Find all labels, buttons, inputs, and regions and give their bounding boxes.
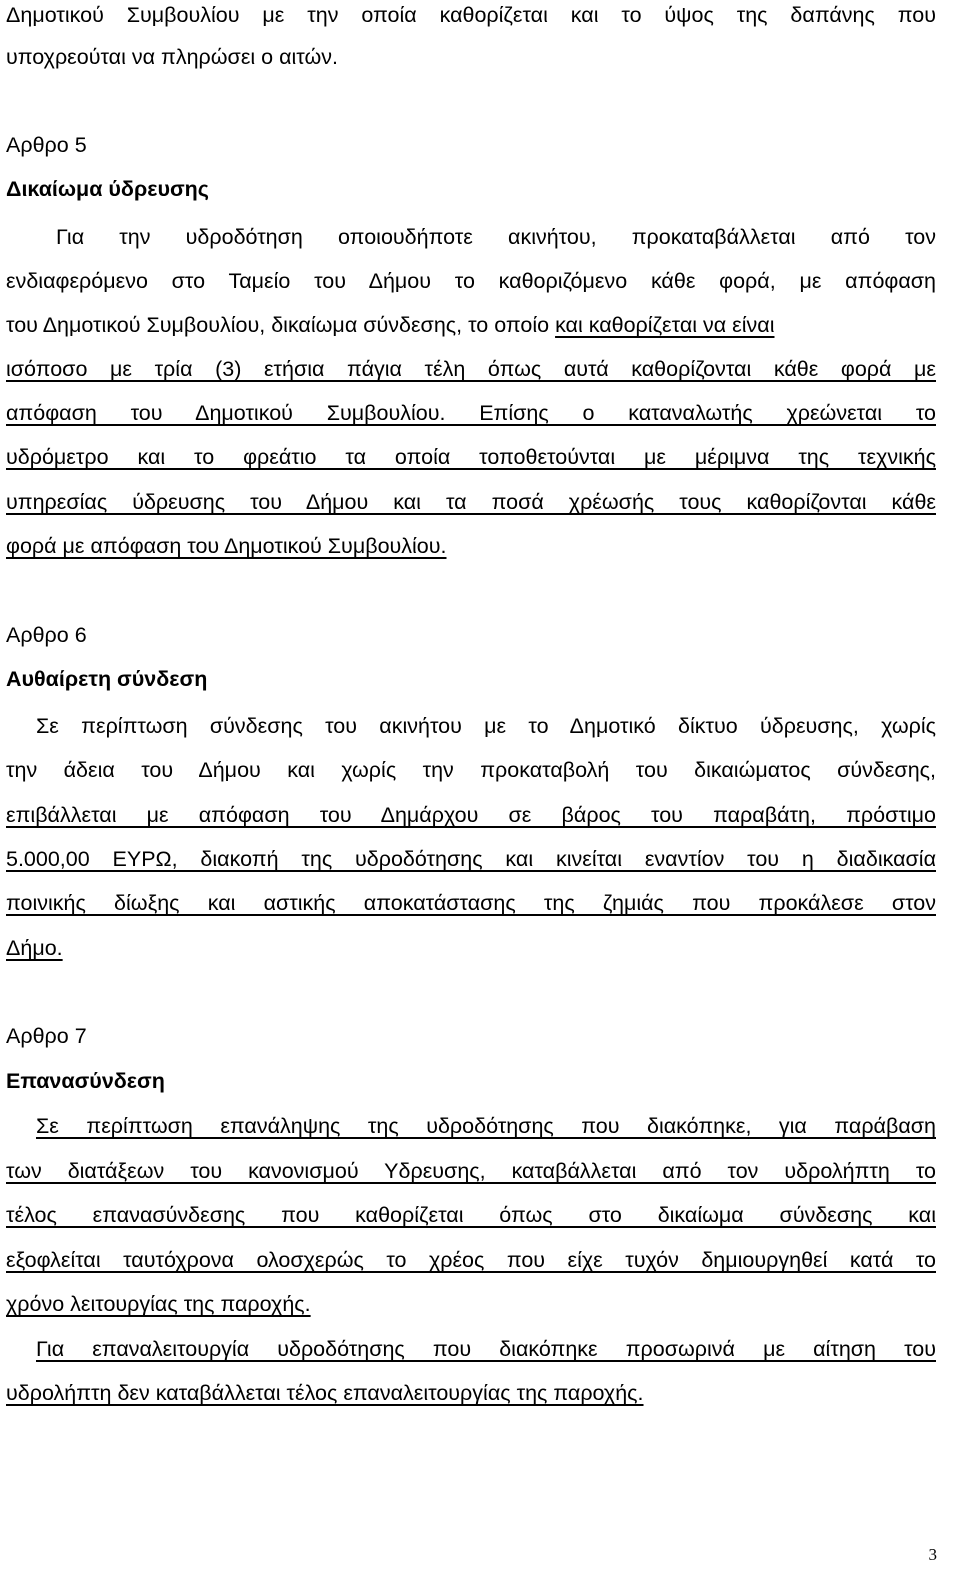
article-7-line-6: Για επαναλειτουργία υδροδότησης που διακόπηκε προσωρινά με αίτηση του <box>36 1337 936 1361</box>
article-7-line-2: των διατάξεων του κανονισμού Υδρευσης, καταβάλλεται από τον υδρολήπτη το <box>6 1159 936 1183</box>
article-5-line-1: Για την υδροδότηση οποιουδήποτε ακινήτου, προκαταβάλλεται από τον <box>56 225 936 249</box>
article-5-heading: Αρθρο 5 <box>6 133 87 157</box>
article-5-line-8-text: φορά με απόφαση του Δημοτικού Συμβουλίου. <box>6 534 447 558</box>
article-7-line-7 <box>6 1378 936 1408</box>
article-5-line-3-underlined: και καθορίζεται να είναι <box>555 313 775 337</box>
intro-line-2: υποχρεούται να πληρώσει ο αιτών. <box>6 45 339 69</box>
article-5-line-7: υπηρεσίας ύδρευσης του Δήμου και τα ποσά χρέωσής τους καθορίζονται κάθε <box>6 490 936 514</box>
article-7-title: Επανασύνδεση <box>6 1069 165 1093</box>
article-5-line-2: ενδιαφερόμενο στο Ταμείο του Δήμου το καθοριζόμενο κάθε φορά, με απόφαση <box>6 269 936 293</box>
article-6-line-3: επιβάλλεται με απόφαση του Δημάρχου σε βάρος του παραβάτη, πρόστιμο <box>6 803 936 827</box>
article-5-title: Δικαίωμα ύδρευσης <box>6 177 209 201</box>
article-6-line-1: Σε περίπτωση σύνδεσης του ακινήτου με το Δημοτικό δίκτυο ύδρευσης, χωρίς <box>36 714 936 738</box>
article-7-line-7-text: υδρολήπτη δεν καταβάλλεται τέλος επαναλειτουργίας της παροχής. <box>6 1381 644 1405</box>
article-7-line-1: Σε περίπτωση επανάληψης της υδροδότησης που διακόπηκε, για παράβαση <box>36 1114 936 1138</box>
article-5-line-8 <box>6 531 936 561</box>
article-7-heading: Αρθρο 7 <box>6 1024 87 1048</box>
article-6-line-6 <box>6 933 936 963</box>
article-7-line-3: τέλος επανασύνδεσης που καθορίζεται όπως στο δικαίωμα σύνδεσης και <box>6 1203 936 1227</box>
article-6-line-4: 5.000,00 ΕΥΡΩ, διακοπή της υδροδότησης και κινείται εναντίον του η διαδικασία <box>6 847 936 871</box>
article-5-line-3-plain: του Δημοτικού Συμβουλίου, δικαίωμα σύνδεσης, το οποίο <box>6 313 556 337</box>
article-5-line-6: υδρόμετρο και το φρεάτιο τα οποία τοποθετούνται με μέριμνα της τεχνικής <box>6 445 936 469</box>
page-number: 3 <box>928 1545 937 1564</box>
article-6-line-5: ποινικής δίωξης και αστικής αποκατάστασης της ζημιάς που προκάλεσε στον <box>6 891 936 915</box>
article-7-line-5-text: χρόνο λειτουργίας της παροχής. <box>6 1292 311 1316</box>
article-5-line-3 <box>6 310 936 340</box>
article-6-title: Αυθαίρετη σύνδεση <box>6 667 208 691</box>
article-6-line-2: την άδεια του Δήμου και χωρίς την προκαταβολή του δικαιώματος σύνδεσης, <box>6 758 936 782</box>
article-7-line-4: εξοφλείται ταυτόχρονα ολοσχερώς το χρέος που είχε τυχόν δημιουργηθεί κατά το <box>6 1248 936 1272</box>
article-5-line-5: απόφαση του Δημοτικού Συμβουλίου. Επίσης ο καταναλωτής χρεώνεται το <box>6 401 936 425</box>
intro-line-1: Δημοτικού Συμβουλίου με την οποία καθορίζεται και το ύψος της δαπάνης που <box>6 3 936 27</box>
article-6-line-6-text: Δήμο. <box>6 936 63 960</box>
article-5-line-4: ισόποσο με τρία (3) ετήσια πάγια τέλη όπως αυτά καθορίζονται κάθε φορά με <box>6 357 936 381</box>
article-7-line-5 <box>6 1289 936 1319</box>
article-6-heading: Αρθρο 6 <box>6 623 87 647</box>
